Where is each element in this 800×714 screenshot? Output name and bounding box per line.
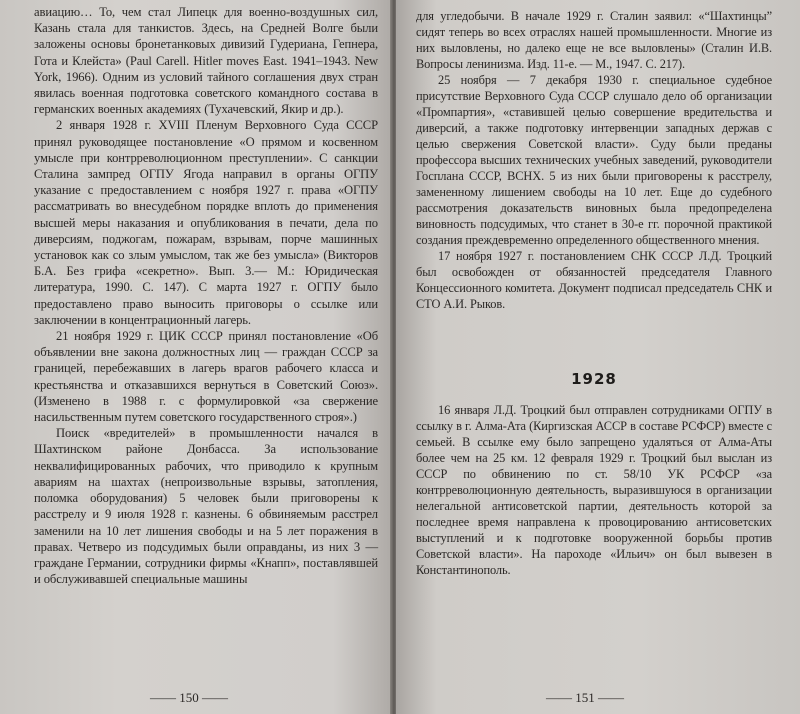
left-page-text (34, 4, 378, 587)
paragraph: 2 января 1928 г. XVIII Пленум Верховного Суда СССР принял руководящее постановление «О прямом и косвенном умысле при контрреволюционном преступлении». С санкции Сталина зампред ОГПУ Ягода направил в органы ОГПУ указание с предоставлением с ноября 1927 г. права «ОГПУ рассматривать во внесудебном порядке вплоть до применения высшей меры наказания и опубликования в печати, дела по диверсиям, поджогам, пожарам, взрывам, порче машинных установок как со злым умыслом, так же без умысла» (Викторов Б.А. Без грифа «секретно». Вып. 3.— М.: Юридическая литература, 1990. С. 147). С марта 1927 г. ОГПУ было предоставлено право выносить приговоры о ссылке или заключении в концентрационный лагерь. (34, 118, 378, 327)
right-page (396, 0, 800, 714)
right-page-text (416, 8, 772, 312)
paragraph: 25 ноября — 7 декабря 1930 г. специальное судебное присутствие Верховного Суда СССР слушало дело об организации «Промпартия», «ставившей целью совершение вредительства и диверсий, а также подготовку интервенции западных держав с целью свержения Советской власти». Суду были преданы профессора высших технических учебных заведений, руководители Госплана СССР, ВСНХ. 5 из них были приговорены к расстрелу, замененному лишением свободы на 10 лет. Еще до судебного рассмотрения доказательств виновных была предопределена виновность подсудимых, что станет в 30-е гг. порочной практикой создания преждевременно определенного общественного мнения. (416, 73, 772, 247)
paragraph: для угледобычи. В начале 1929 г. Сталин заявил: «“Шахтинцы” сидят теперь во всех отраслях нашей промышленности. Многие из них выловлены, но далеко еще не все выловлены» (Сталин И.В. Вопросы ленинизма. Изд. 11-е. — М., 1947. С. 217). (416, 9, 772, 71)
paragraph: 16 января Л.Д. Троцкий был отправлен сотрудниками ОГПУ в ссылку в г. Алма-Ата (Киргизская АССР в составе РСФСР) вместе с семьей. В ссылке ему было запрещено удаляться от Алма-Аты более чем на 25 км. 12 февраля 1929 г. Троцкий был выслан из СССР по обвинению по ст. 58/10 УК РСФСР «за контрреволюционную деятельность, выразившуюся в организации нелегальной антисоветской партии, деятельность которой за последнее время направлена к провоцированию антисоветских выступлений и к подготовке вооруженной борьбы против Советской власти». На пароходе «Ильич» он был вывезен в Константинополь. (416, 403, 772, 577)
paragraph: Поиск «вредителей» в промышленности начался в Шахтинском районе Донбасса. За использование неквалифицированных рабочих, что приводило к крупным авариям на шахтах (непроизвольные взрывы, затопления, поломка оборудования) 5 человек были приговорены к расстрелу и 9 июля 1928 г. казнены. 6 обвиняемым расстрел заменили на 10 лет лишения свободы и на 5 лет поражения в правах. Четверо из подсудимых были оправданы, из них 3 — граждане Германии, сотрудники фирмы «Кнапп», поставлявшей и обслуживавшей специальные машины (34, 426, 378, 587)
paragraph: авиацию… То, чем стал Липецк для военно-воздушных сил, Казань стала для танкистов. Здесь, на Средней Волге были заложены основы бронетанковых дивизий Гудериана, Гепнера, Гота и Клейста» (Paul Carell. Hitler moves East. 1941–1943. New York, 1966). Одним из условий тайного соглашения двух стран явилась военная подготовка советского командного состава в германских военных академиях (Тухачевский, Якир и др.). (34, 5, 378, 117)
paragraph: 21 ноября 1929 г. ЦИК СССР принял постановление «Об объявлении вне закона должностных лиц — граждан СССР за границей, перебежавших в лагерь врагов рабочего класса и крестьянства и отказавшихся вернуться в Советский Союз». (Изменено в 1988 г. с формулировкой «за свержение насильственным путем советского государственного строя».) (34, 329, 378, 425)
page-number-right: —— 151 —— (546, 690, 624, 705)
page-number-left: —— 150 —— (150, 690, 228, 705)
year-heading: 1928 (571, 370, 617, 388)
right-page-text-bottom (416, 402, 772, 578)
left-page (0, 0, 392, 714)
paragraph: 17 ноября 1927 г. постановлением СНК СССР Л.Д. Троцкий был освобожден от обязанностей председателя Главного Концессионного комитета. Документ подписал председатель СНК и СТО А.И. Рыков. (416, 249, 772, 311)
